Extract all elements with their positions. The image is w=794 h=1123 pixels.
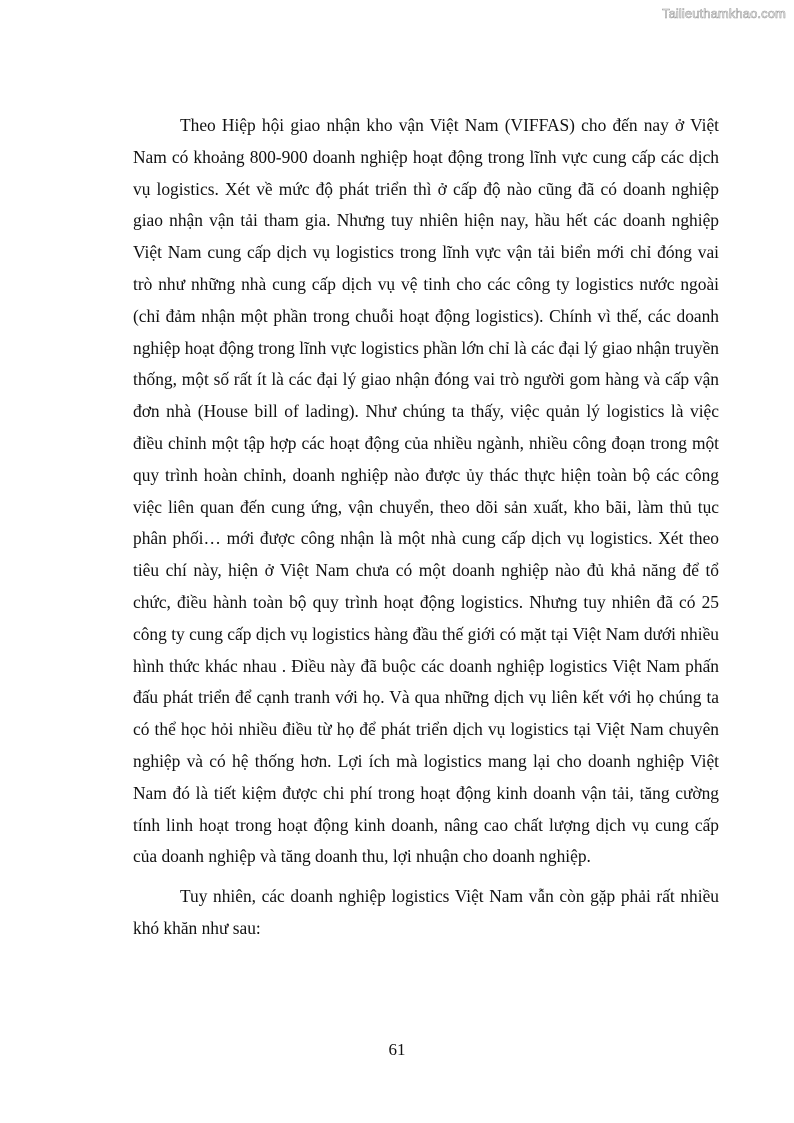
document-body: [133, 110, 719, 945]
page-number: 61: [388, 1040, 406, 1059]
watermark: Tailieuthamkhao.com: [661, 6, 786, 21]
paragraph: Theo Hiệp hội giao nhận kho vận Việt Nam (VIFFAS) cho đến nay ở Việt Nam có khoảng 800-900 doanh nghiệp hoạt động trong lĩnh vực cung cấp các dịch vụ logistics. Xét về mức độ phát triển thì ở cấp độ nào cũng đã có doanh nghiệp giao nhận vận tải tham gia. Nhưng tuy nhiên hiện nay, hầu hết các doanh nghiệp Việt Nam cung cấp dịch vụ logistics trong lĩnh vực vận tải biển mới chỉ đóng vai trò như những nhà cung cấp dịch vụ vệ tinh cho các công ty logistics nước ngoài (chỉ đảm nhận một phần trong chuỗi hoạt động logistics). Chính vì thế, các doanh nghiệp hoạt động trong lĩnh vực logistics phần lớn chỉ là các đại lý giao nhận truyền thống, một số rất ít là các đại lý giao nhận đóng vai trò người gom hàng và cấp vận đơn nhà (House bill of lading). Như chúng ta thấy, việc quản lý logistics là việc điều chỉnh một tập hợp các hoạt động của nhiều ngành, nhiều công đoạn trong một quy trình hoàn chỉnh, doanh nghiệp nào được ủy thác thực hiện toàn bộ các công việc liên quan đến cung ứng, vận chuyển, theo dõi sản xuất, kho bãi, làm thủ tục phân phối… mới được công nhận là một nhà cung cấp dịch vụ logistics. Xét theo tiêu chí này, hiện ở Việt Nam chưa có một doanh nghiệp nào đủ khả năng để tổ chức, điều hành toàn bộ quy trình hoạt động logistics. Nhưng tuy nhiên đã có 25 công ty cung cấp dịch vụ logistics hàng đầu thế giới có mặt tại Việt Nam dưới nhiều hình thức khác nhau . Điều này đã buộc các doanh nghiệp logistics Việt Nam phấn đấu phát triển để cạnh tranh với họ. Và qua những dịch vụ liên kết với họ chúng ta có thể học hỏi nhiều điều từ họ để phát triển dịch vụ logistics tại Việt Nam chuyên nghiệp và có hệ thống hơn. Lợi ích mà logistics mang lại cho doanh nghiệp Việt Nam đó là tiết kiệm được chi phí trong hoạt động kinh doanh vận tải, tăng cường tính linh hoạt trong hoạt động kinh doanh, nâng cao chất lượng dịch vụ cung cấp của doanh nghiệp và tăng doanh thu, lợi nhuận cho doanh nghiệp.: [133, 115, 719, 867]
paragraph: Tuy nhiên, các doanh nghiệp logistics Việt Nam vẫn còn gặp phải rất nhiều khó khăn như sau:: [133, 886, 719, 938]
